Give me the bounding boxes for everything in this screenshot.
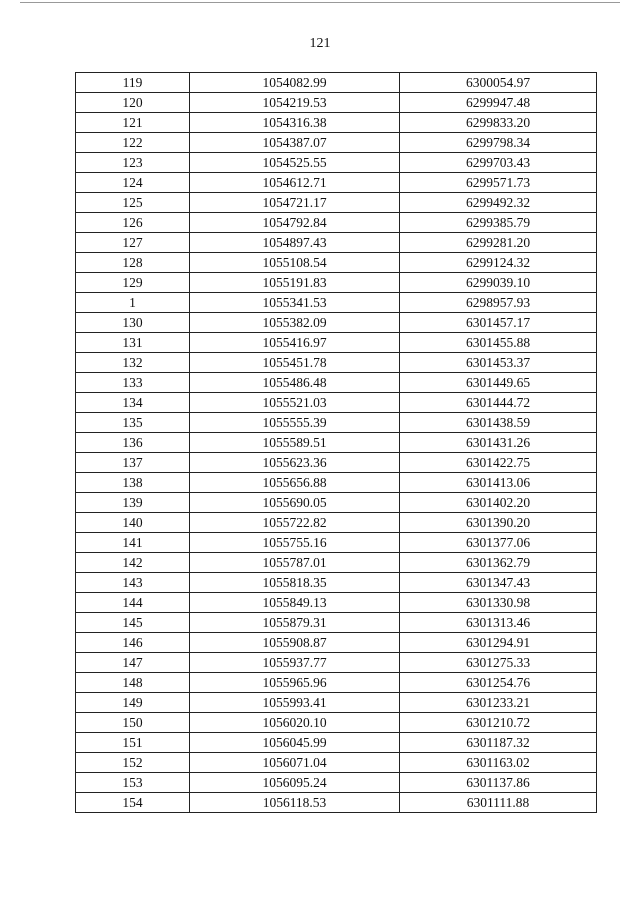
point-number-cell: 132 <box>76 353 190 373</box>
table-row <box>76 113 597 133</box>
point-number-cell: 134 <box>76 393 190 413</box>
point-number-cell: 126 <box>76 213 190 233</box>
x-coordinate-cell: 1055656.88 <box>190 473 400 493</box>
point-number-cell: 147 <box>76 653 190 673</box>
y-coordinate-cell: 6299798.34 <box>400 133 597 153</box>
point-number-cell: 124 <box>76 173 190 193</box>
point-number-cell: 121 <box>76 113 190 133</box>
table-row <box>76 73 597 93</box>
y-coordinate-cell: 6301402.20 <box>400 493 597 513</box>
x-coordinate-cell: 1055451.78 <box>190 353 400 373</box>
x-coordinate-cell: 1055879.31 <box>190 613 400 633</box>
point-number-cell: 148 <box>76 673 190 693</box>
point-number-cell: 136 <box>76 433 190 453</box>
x-coordinate-cell: 1055623.36 <box>190 453 400 473</box>
x-coordinate-cell: 1054525.55 <box>190 153 400 173</box>
y-coordinate-cell: 6299124.32 <box>400 253 597 273</box>
x-coordinate-cell: 1054219.53 <box>190 93 400 113</box>
table-row <box>76 353 597 373</box>
x-coordinate-cell: 1056118.53 <box>190 793 400 813</box>
x-coordinate-cell: 1055555.39 <box>190 413 400 433</box>
y-coordinate-cell: 6301413.06 <box>400 473 597 493</box>
point-number-cell: 151 <box>76 733 190 753</box>
x-coordinate-cell: 1055191.83 <box>190 273 400 293</box>
table-row <box>76 793 597 813</box>
point-number-cell: 123 <box>76 153 190 173</box>
x-coordinate-cell: 1054082.99 <box>190 73 400 93</box>
x-coordinate-cell: 1055818.35 <box>190 573 400 593</box>
table-row <box>76 573 597 593</box>
point-number-cell: 119 <box>76 73 190 93</box>
y-coordinate-cell: 6301111.88 <box>400 793 597 813</box>
y-coordinate-cell: 6301453.37 <box>400 353 597 373</box>
table-row <box>76 493 597 513</box>
point-number-cell: 142 <box>76 553 190 573</box>
table-row <box>76 413 597 433</box>
y-coordinate-cell: 6301294.91 <box>400 633 597 653</box>
x-coordinate-cell: 1055755.16 <box>190 533 400 553</box>
point-number-cell: 138 <box>76 473 190 493</box>
x-coordinate-cell: 1056020.10 <box>190 713 400 733</box>
table-row <box>76 693 597 713</box>
y-coordinate-cell: 6301377.06 <box>400 533 597 553</box>
point-number-cell: 128 <box>76 253 190 273</box>
y-coordinate-cell: 6298957.93 <box>400 293 597 313</box>
y-coordinate-cell: 6299039.10 <box>400 273 597 293</box>
table-row <box>76 293 597 313</box>
y-coordinate-cell: 6299703.43 <box>400 153 597 173</box>
point-number-cell: 145 <box>76 613 190 633</box>
table-row <box>76 173 597 193</box>
x-coordinate-cell: 1055849.13 <box>190 593 400 613</box>
point-number-cell: 122 <box>76 133 190 153</box>
table-row <box>76 513 597 533</box>
coordinates-table-body <box>76 73 597 813</box>
point-number-cell: 129 <box>76 273 190 293</box>
y-coordinate-cell: 6301187.32 <box>400 733 597 753</box>
table-row <box>76 153 597 173</box>
table-row <box>76 253 597 273</box>
table-row <box>76 713 597 733</box>
y-coordinate-cell: 6301275.33 <box>400 653 597 673</box>
y-coordinate-cell: 6301444.72 <box>400 393 597 413</box>
x-coordinate-cell: 1055341.53 <box>190 293 400 313</box>
y-coordinate-cell: 6299947.48 <box>400 93 597 113</box>
point-number-cell: 146 <box>76 633 190 653</box>
table-row <box>76 133 597 153</box>
table-row <box>76 93 597 113</box>
x-coordinate-cell: 1054612.71 <box>190 173 400 193</box>
table-row <box>76 473 597 493</box>
x-coordinate-cell: 1055416.97 <box>190 333 400 353</box>
point-number-cell: 133 <box>76 373 190 393</box>
x-coordinate-cell: 1055108.54 <box>190 253 400 273</box>
x-coordinate-cell: 1054721.17 <box>190 193 400 213</box>
table-row <box>76 733 597 753</box>
y-coordinate-cell: 6301457.17 <box>400 313 597 333</box>
y-coordinate-cell: 6301347.43 <box>400 573 597 593</box>
x-coordinate-cell: 1055993.41 <box>190 693 400 713</box>
table-row <box>76 213 597 233</box>
y-coordinate-cell: 6301431.26 <box>400 433 597 453</box>
x-coordinate-cell: 1056071.04 <box>190 753 400 773</box>
y-coordinate-cell: 6299385.79 <box>400 213 597 233</box>
x-coordinate-cell: 1054316.38 <box>190 113 400 133</box>
coordinates-table <box>75 72 597 813</box>
point-number-cell: 125 <box>76 193 190 213</box>
y-coordinate-cell: 6301455.88 <box>400 333 597 353</box>
x-coordinate-cell: 1054387.07 <box>190 133 400 153</box>
y-coordinate-cell: 6301422.75 <box>400 453 597 473</box>
table-row <box>76 273 597 293</box>
x-coordinate-cell: 1055690.05 <box>190 493 400 513</box>
page-number: 121 <box>309 36 331 51</box>
y-coordinate-cell: 6301210.72 <box>400 713 597 733</box>
table-row <box>76 433 597 453</box>
table-row <box>76 533 597 553</box>
point-number-cell: 127 <box>76 233 190 253</box>
y-coordinate-cell: 6301313.46 <box>400 613 597 633</box>
y-coordinate-cell: 6299833.20 <box>400 113 597 133</box>
point-number-cell: 150 <box>76 713 190 733</box>
point-number-cell: 143 <box>76 573 190 593</box>
table-row <box>76 613 597 633</box>
x-coordinate-cell: 1054897.43 <box>190 233 400 253</box>
table-row <box>76 553 597 573</box>
y-coordinate-cell: 6299281.20 <box>400 233 597 253</box>
point-number-cell: 152 <box>76 753 190 773</box>
y-coordinate-cell: 6301330.98 <box>400 593 597 613</box>
point-number-cell: 135 <box>76 413 190 433</box>
y-coordinate-cell: 6301390.20 <box>400 513 597 533</box>
y-coordinate-cell: 6299571.73 <box>400 173 597 193</box>
x-coordinate-cell: 1056045.99 <box>190 733 400 753</box>
point-number-cell: 149 <box>76 693 190 713</box>
x-coordinate-cell: 1055486.48 <box>190 373 400 393</box>
point-number-cell: 137 <box>76 453 190 473</box>
page-edge-line <box>20 2 620 3</box>
point-number-cell: 130 <box>76 313 190 333</box>
point-number-cell: 140 <box>76 513 190 533</box>
point-number-cell: 120 <box>76 93 190 113</box>
point-number-cell: 139 <box>76 493 190 513</box>
x-coordinate-cell: 1055937.77 <box>190 653 400 673</box>
table-row <box>76 653 597 673</box>
point-number-cell: 1 <box>76 293 190 313</box>
y-coordinate-cell: 6301438.59 <box>400 413 597 433</box>
point-number-cell: 141 <box>76 533 190 553</box>
table-row <box>76 633 597 653</box>
table-row <box>76 313 597 333</box>
x-coordinate-cell: 1055382.09 <box>190 313 400 333</box>
x-coordinate-cell: 1055787.01 <box>190 553 400 573</box>
point-number-cell: 153 <box>76 773 190 793</box>
point-number-cell: 131 <box>76 333 190 353</box>
x-coordinate-cell: 1056095.24 <box>190 773 400 793</box>
x-coordinate-cell: 1055589.51 <box>190 433 400 453</box>
table-row <box>76 593 597 613</box>
y-coordinate-cell: 6301362.79 <box>400 553 597 573</box>
y-coordinate-cell: 6301449.65 <box>400 373 597 393</box>
table-row <box>76 453 597 473</box>
table-row <box>76 393 597 413</box>
table-row <box>76 333 597 353</box>
x-coordinate-cell: 1055908.87 <box>190 633 400 653</box>
x-coordinate-cell: 1055722.82 <box>190 513 400 533</box>
table-row <box>76 773 597 793</box>
table-row <box>76 673 597 693</box>
x-coordinate-cell: 1054792.84 <box>190 213 400 233</box>
y-coordinate-cell: 6299492.32 <box>400 193 597 213</box>
y-coordinate-cell: 6301254.76 <box>400 673 597 693</box>
y-coordinate-cell: 6301163.02 <box>400 753 597 773</box>
table-row <box>76 753 597 773</box>
x-coordinate-cell: 1055521.03 <box>190 393 400 413</box>
table-row <box>76 233 597 253</box>
y-coordinate-cell: 6300054.97 <box>400 73 597 93</box>
point-number-cell: 154 <box>76 793 190 813</box>
y-coordinate-cell: 6301137.86 <box>400 773 597 793</box>
x-coordinate-cell: 1055965.96 <box>190 673 400 693</box>
y-coordinate-cell: 6301233.21 <box>400 693 597 713</box>
table-row <box>76 373 597 393</box>
point-number-cell: 144 <box>76 593 190 613</box>
table-row <box>76 193 597 213</box>
